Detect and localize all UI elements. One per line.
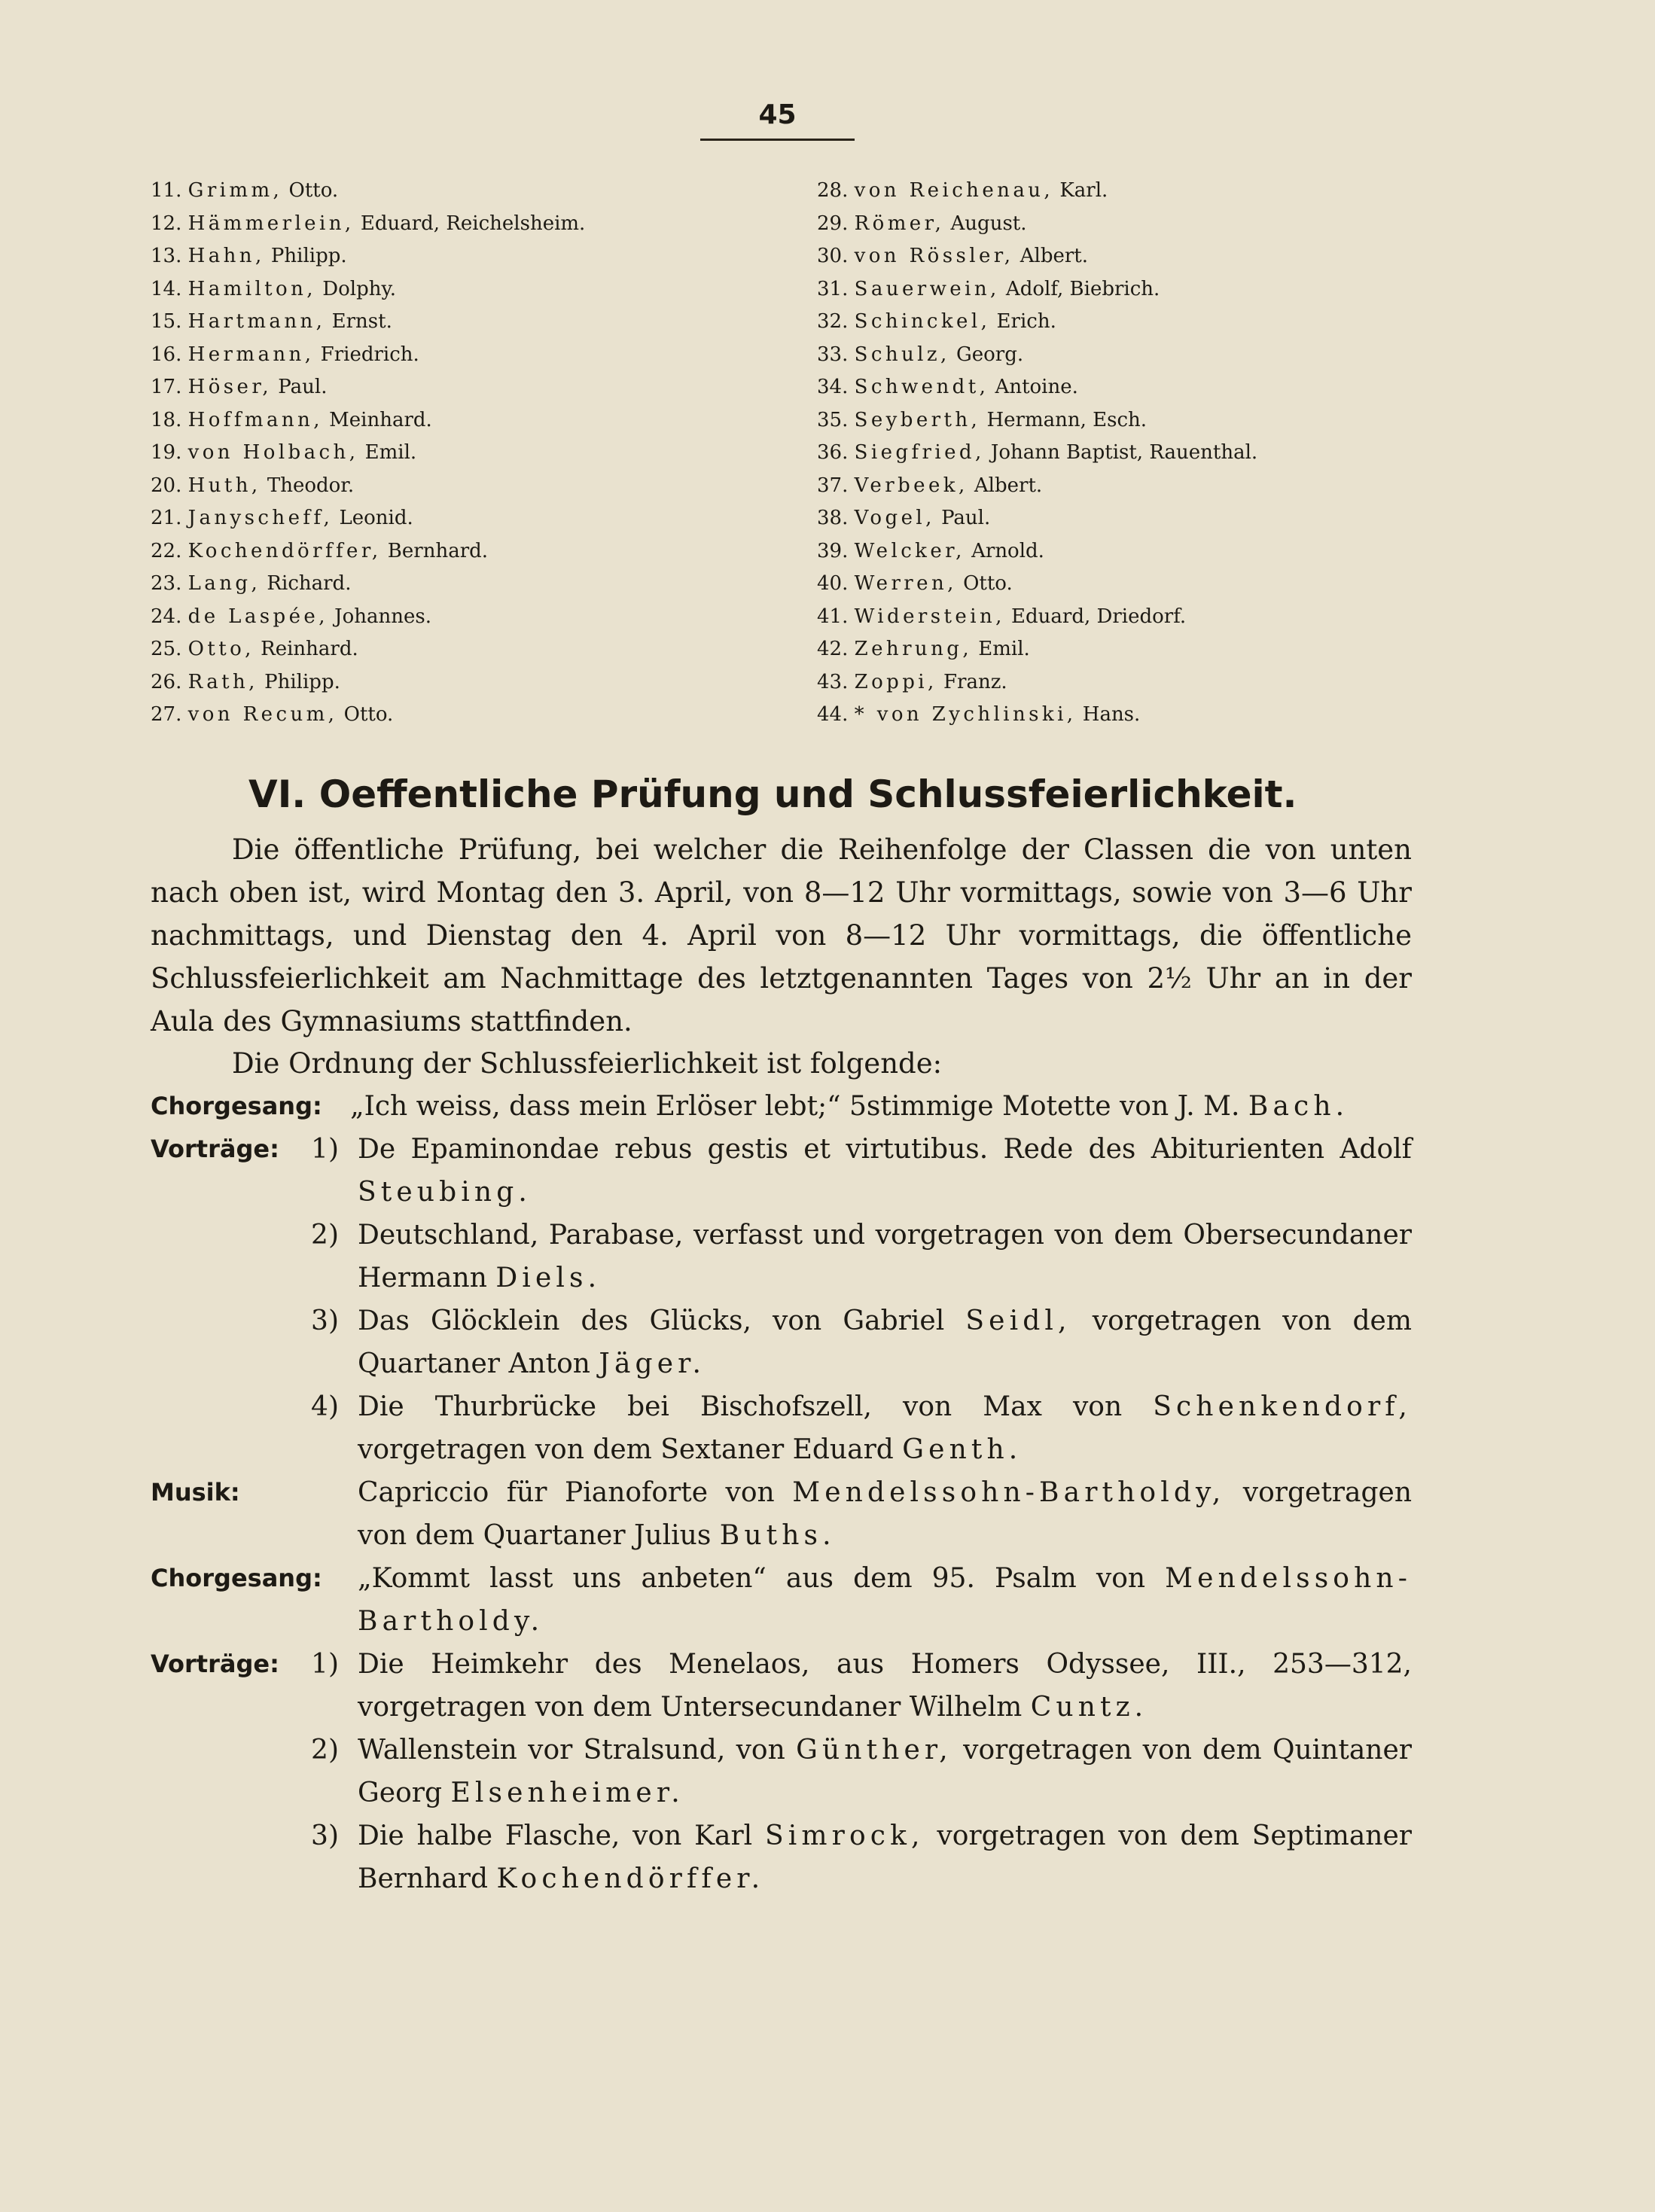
student-surname: Schwendt, xyxy=(854,376,989,398)
student-surname: Seyberth, xyxy=(854,408,981,431)
student-surname: Grimm, xyxy=(187,179,283,202)
student-surname: Widerstein, xyxy=(854,605,1005,628)
chorgesang-label: Chorgesang: xyxy=(151,1092,322,1120)
roster-left-column xyxy=(151,175,776,732)
student-given-name: Hermann, Esch. xyxy=(980,408,1148,431)
musik-text: Capriccio für Pianoforte von xyxy=(358,1477,793,1508)
chorgesang-text: „Kommt lasst uns anbeten“ aus dem 95. Psalm von xyxy=(358,1563,1166,1594)
roster-item xyxy=(151,404,776,437)
student-given-name: Hans. xyxy=(1076,703,1141,726)
roster-item xyxy=(817,470,1570,503)
student-surname: von Reichenau, xyxy=(854,179,1054,202)
roster-item xyxy=(151,470,776,503)
roster-item xyxy=(817,699,1570,732)
roster-number: 13. xyxy=(151,245,182,267)
vortrag-text-cont: vorgetragen von dem Quintaner Georg xyxy=(358,1735,1412,1808)
roster-number: 26. xyxy=(151,670,182,693)
student-surname: Huth, xyxy=(187,474,261,497)
roster-item xyxy=(151,208,776,241)
student-surname: * von Zychlinski, xyxy=(854,703,1077,726)
student-given-name: Theodor. xyxy=(261,474,355,497)
student-surname: Hamilton, xyxy=(187,277,316,300)
student-given-name: Eduard, Reichelsheim. xyxy=(354,212,586,235)
student-surname: von Recum, xyxy=(187,703,338,726)
roster-item xyxy=(817,273,1570,306)
student-given-name: Erich. xyxy=(990,310,1056,333)
student-surname: Zehrung, xyxy=(854,638,973,660)
student-surname: Werren, xyxy=(854,572,957,595)
student-surname: Otto, xyxy=(187,638,254,660)
roster-number: 34. xyxy=(817,376,849,398)
roster-item xyxy=(817,175,1570,208)
vortrag-text: De Epaminondae rebus gestis et virtutibus. Rede des Abiturienten Adolf xyxy=(358,1134,1412,1165)
student-surname: Kochendörffer, xyxy=(187,539,382,562)
page-number-rule xyxy=(700,139,855,141)
roster-number: 27. xyxy=(151,703,182,726)
student-surname: Schulz, xyxy=(854,343,950,366)
student-given-name: Georg. xyxy=(949,343,1024,366)
roster-number: 36. xyxy=(817,441,849,464)
roster-number: 22. xyxy=(151,539,182,562)
student-surname: Hämmerlein, xyxy=(187,212,355,235)
roster-item xyxy=(151,666,776,699)
performer-name: Kochendörffer. xyxy=(496,1863,765,1894)
roster-number: 15. xyxy=(151,310,182,333)
roster-item xyxy=(151,371,776,404)
student-given-name: Bernhard. xyxy=(381,539,489,562)
roster-item xyxy=(817,404,1570,437)
student-given-name: Paul. xyxy=(272,376,328,398)
item-number: 2) xyxy=(311,1735,339,1766)
roster-number: 35. xyxy=(817,408,849,431)
student-given-name: Ernst. xyxy=(325,310,392,333)
roster-number: 32. xyxy=(817,310,849,333)
roster-item xyxy=(151,306,776,339)
student-surname: von Rössler, xyxy=(854,245,1014,267)
roster-number: 12. xyxy=(151,212,182,235)
performer-name: Steubing. xyxy=(358,1177,532,1208)
roster-item xyxy=(817,371,1570,404)
roster-item xyxy=(817,633,1570,666)
roster-item xyxy=(151,273,776,306)
roster-number: 24. xyxy=(151,605,182,628)
student-given-name: Johannes. xyxy=(328,605,431,628)
roster-number: 16. xyxy=(151,343,182,366)
roster-number: 40. xyxy=(817,572,849,595)
vortrag-text: Das Glöcklein des Glücks, von Gabriel xyxy=(358,1306,966,1336)
student-given-name: Leonid. xyxy=(333,507,413,529)
author-name: Seidl, xyxy=(965,1306,1071,1336)
intro-paragraph: Die öffentliche Prüfung, bei welcher die Reihenfolge der Classen die von unten nach oben ist, wird Montag den 3. April, von 8—12 Uhr vormittags, sowie von 3—6 Uhr nachmittags, und Dienstag den 4. April von 8—12 Uhr vormittags, die öffentliche Schlussfeierlichkeit am Nachmittage des letztgenannten Tages von 2½ Uhr an in der Aula des Gymnasiums stattfinden. xyxy=(151,833,1412,1037)
vortrag-text: Die Heimkehr des Menelaos, aus Homers Odyssee, III., 253—312, vorgetragen von dem Untersecundaner Wilhelm xyxy=(358,1649,1412,1723)
performer-name: Diels. xyxy=(495,1263,602,1293)
student-surname: Hartmann, xyxy=(187,310,326,333)
roster-item xyxy=(151,633,776,666)
student-surname: Hahn, xyxy=(187,245,265,267)
vortrag-text: Die Thurbrücke bei Bischofszell, von Max von xyxy=(358,1391,1154,1422)
vortrag-text: Die halbe Flasche, von Karl xyxy=(358,1820,765,1851)
roster-number: 29. xyxy=(817,212,849,235)
roster-item xyxy=(151,535,776,568)
roster-item xyxy=(151,502,776,535)
roster-number: 42. xyxy=(817,638,849,660)
roster-item xyxy=(817,502,1570,535)
author-name: Schenkendorf, xyxy=(1153,1391,1412,1422)
roster-item xyxy=(817,568,1570,601)
student-given-name: Richard. xyxy=(261,572,352,595)
student-surname: Schinckel, xyxy=(854,310,991,333)
musik-label: Musik: xyxy=(151,1478,240,1507)
vortrag-text-cont: vorgetragen von dem Quartaner Anton xyxy=(358,1306,1412,1379)
roster-item xyxy=(817,306,1570,339)
roster-number: 14. xyxy=(151,277,182,300)
performer-name: Cuntz. xyxy=(1030,1692,1148,1723)
student-surname: Höser, xyxy=(187,376,273,398)
student-given-name: Meinhard. xyxy=(322,408,432,431)
musik-text-cont: vorgetragen von dem Quartaner Julius xyxy=(358,1477,1413,1551)
roster-item xyxy=(817,535,1570,568)
student-given-name: Philipp. xyxy=(264,245,347,267)
roster-number: 21. xyxy=(151,507,182,529)
roster-item xyxy=(817,240,1570,273)
item-number: 4) xyxy=(311,1391,339,1422)
student-surname: de Laspée, xyxy=(187,605,328,628)
vortraege-label: Vorträge: xyxy=(151,1650,279,1678)
roster-number: 37. xyxy=(817,474,849,497)
roster-item xyxy=(151,339,776,372)
vortraege-label: Vorträge: xyxy=(151,1135,279,1163)
roster-item xyxy=(817,666,1570,699)
roster-number: 30. xyxy=(817,245,849,267)
student-given-name: Albert. xyxy=(968,474,1043,497)
student-given-name: Otto. xyxy=(282,179,339,202)
student-given-name: Otto. xyxy=(956,572,1013,595)
composer-name: Mendelssohn-Bartholdy, xyxy=(792,1477,1226,1508)
chorgesang-text: „Ich weiss, dass mein Erlöser lebt;“ 5stimmige Motette von J. M. xyxy=(350,1091,1248,1122)
roster-number: 18. xyxy=(151,408,182,431)
roster-number: 31. xyxy=(817,277,849,300)
roster-right-column xyxy=(817,175,1570,732)
item-number: 3) xyxy=(311,1306,339,1336)
student-given-name: Adolf, Biebrich. xyxy=(999,277,1160,300)
roster-item xyxy=(151,240,776,273)
composer-name: Bach. xyxy=(1248,1091,1349,1122)
roster-number: 23. xyxy=(151,572,182,595)
student-surname: Zoppi, xyxy=(854,670,937,693)
roster-number: 20. xyxy=(151,474,182,497)
item-number: 2) xyxy=(311,1220,339,1251)
student-given-name: Friedrich. xyxy=(314,343,419,366)
vortrag-text-cont: vorgetragen von dem Septimaner Bernhard xyxy=(358,1820,1412,1894)
chorgesang-label: Chorgesang: xyxy=(151,1564,322,1592)
item-number: 1) xyxy=(311,1649,339,1680)
author-name: Günther, xyxy=(796,1735,952,1766)
roster-item xyxy=(151,175,776,208)
roster-item xyxy=(817,339,1570,372)
student-given-name: Emil. xyxy=(972,638,1030,660)
student-surname: Sauerwein, xyxy=(854,277,1000,300)
roster-item xyxy=(151,568,776,601)
roster-item xyxy=(151,699,776,732)
page-number: 45 xyxy=(758,99,797,130)
author-name: Simrock, xyxy=(765,1820,925,1851)
performer-name: Jäger. xyxy=(599,1348,706,1379)
item-number: 1) xyxy=(311,1134,339,1165)
student-surname: von Holbach, xyxy=(187,441,359,464)
performer-name: Buths. xyxy=(719,1520,836,1551)
student-given-name: Franz. xyxy=(937,670,1007,693)
student-surname: Siegfried, xyxy=(854,441,985,464)
student-surname: Vogel, xyxy=(854,507,935,529)
roster-number: 19. xyxy=(151,441,182,464)
student-given-name: Arnold. xyxy=(965,539,1044,562)
student-surname: Römer, xyxy=(854,212,945,235)
student-surname: Rath, xyxy=(187,670,258,693)
composer-name: Mendelssohn-Bartholdy. xyxy=(358,1563,1412,1637)
roster-number: 44. xyxy=(817,703,849,726)
roster-item xyxy=(817,601,1570,634)
student-given-name: Karl. xyxy=(1053,179,1108,202)
student-surname: Welcker, xyxy=(854,539,965,562)
roster-item xyxy=(817,208,1570,241)
roster-item xyxy=(151,601,776,634)
roster-number: 43. xyxy=(817,670,849,693)
vortrag-text: Wallenstein vor Stralsund, von xyxy=(358,1735,797,1766)
student-surname: Lang, xyxy=(187,572,261,595)
student-surname: Janyscheff, xyxy=(187,507,334,529)
vortrag-text-cont: vorgetragen von dem Sextaner Eduard xyxy=(358,1434,903,1465)
roster-number: 38. xyxy=(817,507,849,529)
roster-number: 25. xyxy=(151,638,182,660)
item-number: 3) xyxy=(311,1820,339,1851)
vortrag-text: Deutschland, Parabase, verfasst und vorgetragen von dem Obersecundaner Hermann xyxy=(358,1220,1412,1293)
roster-item xyxy=(817,437,1570,470)
student-surname: Hermann, xyxy=(187,343,315,366)
student-surname: Verbeek, xyxy=(854,474,968,497)
section-heading: VI. Oeffentliche Prüfung und Schlussfeierlichkeit. xyxy=(248,772,1297,816)
student-given-name: Eduard, Driedorf. xyxy=(1004,605,1187,628)
student-given-name: Antoine. xyxy=(989,376,1078,398)
student-given-name: Otto. xyxy=(337,703,394,726)
roster-number: 11. xyxy=(151,179,182,202)
student-given-name: August. xyxy=(944,212,1027,235)
student-surname: Hoffmann, xyxy=(187,408,323,431)
student-given-name: Emil. xyxy=(358,441,417,464)
roster-number: 28. xyxy=(817,179,849,202)
roster-number: 17. xyxy=(151,376,182,398)
student-given-name: Dolphy. xyxy=(315,277,396,300)
roster-number: 33. xyxy=(817,343,849,366)
performer-name: Elsenheimer. xyxy=(450,1778,684,1808)
performer-name: Genth. xyxy=(902,1434,1023,1465)
student-given-name: Johann Baptist, Rauenthal. xyxy=(984,441,1258,464)
roster-number: 39. xyxy=(817,539,849,562)
student-given-name: Paul. xyxy=(934,507,991,529)
student-given-name: Albert. xyxy=(1013,245,1089,267)
roster-number: 41. xyxy=(817,605,849,628)
order-intro: Die Ordnung der Schlussfeierlichkeit ist folgende: xyxy=(232,1047,943,1080)
student-given-name: Reinhard. xyxy=(254,638,358,660)
student-given-name: Philipp. xyxy=(258,670,340,693)
roster-item xyxy=(151,437,776,470)
